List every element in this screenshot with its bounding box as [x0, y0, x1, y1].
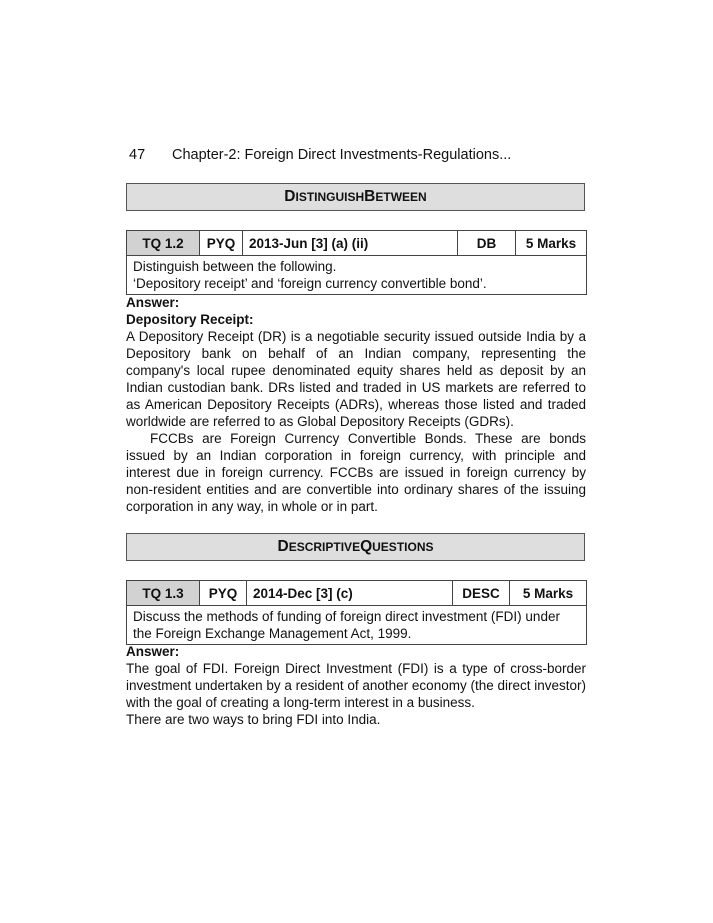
question-text: Discuss the methods of funding of foreign direct investment (FDI) under the Foreign Exchange Management Act, 1999. [127, 606, 587, 645]
question-id: TQ 1.3 [127, 581, 200, 606]
page-number: 47 [129, 147, 146, 163]
question-table-tq-1-3 [126, 580, 587, 645]
question-table-tq-1-2 [126, 230, 587, 295]
section-banner-descriptive-questions: D ESCRIPTIVE Q UESTIONS [126, 533, 585, 561]
question-source: 2014-Dec [3] (c) [247, 581, 453, 606]
answer-block-1 [126, 294, 586, 515]
answer-label: Answer: [126, 295, 180, 310]
question-source: 2013-Jun [3] (a) (ii) [243, 231, 458, 256]
paragraph-fdi-goal: The goal of FDI. Foreign Direct Investment (FDI) is a type of cross-border investment undertaken by a resident of another economy (the direct investor) with the goal of creating a long-term interest in a business. [126, 661, 586, 710]
question-type: PYQ [200, 581, 247, 606]
question-marks: 5 Marks [516, 231, 587, 256]
answer-block-2 [126, 643, 586, 728]
paragraph-depository-receipt: A Depository Receipt (DR) is a negotiable security issued outside India by a Depository bank on behalf of an Indian company, representing the company's local rupee denominated equity shares held as deposit by an Indian custodian bank. DRs listed and traded in US markets are referred to as American Depository Receipts (ADRs), whereas those listed and traded worldwide are referred to as Global Depository Receipts (GDRs). [126, 329, 586, 429]
question-category: DB [458, 231, 516, 256]
subheading-depository-receipt: Depository Receipt: [126, 312, 254, 327]
chapter-title: Chapter-2: Foreign Direct Investments-Regulations... [172, 147, 512, 163]
question-type: PYQ [200, 231, 243, 256]
question-marks: 5 Marks [510, 581, 587, 606]
answer-label: Answer: [126, 644, 180, 659]
question-text: Distinguish between the following. ‘Depository receipt’ and ‘foreign currency convertible bond’. [127, 256, 587, 295]
paragraph-fccb: FCCBs are Foreign Currency Convertible Bonds. These are bonds issued by an Indian corporation in foreign currency, with principle and interest due in foreign currency. FCCBs are issued in foreign currency by non-resident entities and are convertible into ordinary shares of the issuing corporation in any way, in whole or in part. [126, 431, 586, 514]
question-id: TQ 1.2 [127, 231, 200, 256]
section-banner-distinguish-between: D ISTINGUISH B ETWEEN [126, 183, 585, 211]
page-header [129, 147, 511, 163]
question-category: DESC [453, 581, 510, 606]
paragraph-fdi-ways: There are two ways to bring FDI into India. [126, 712, 381, 727]
